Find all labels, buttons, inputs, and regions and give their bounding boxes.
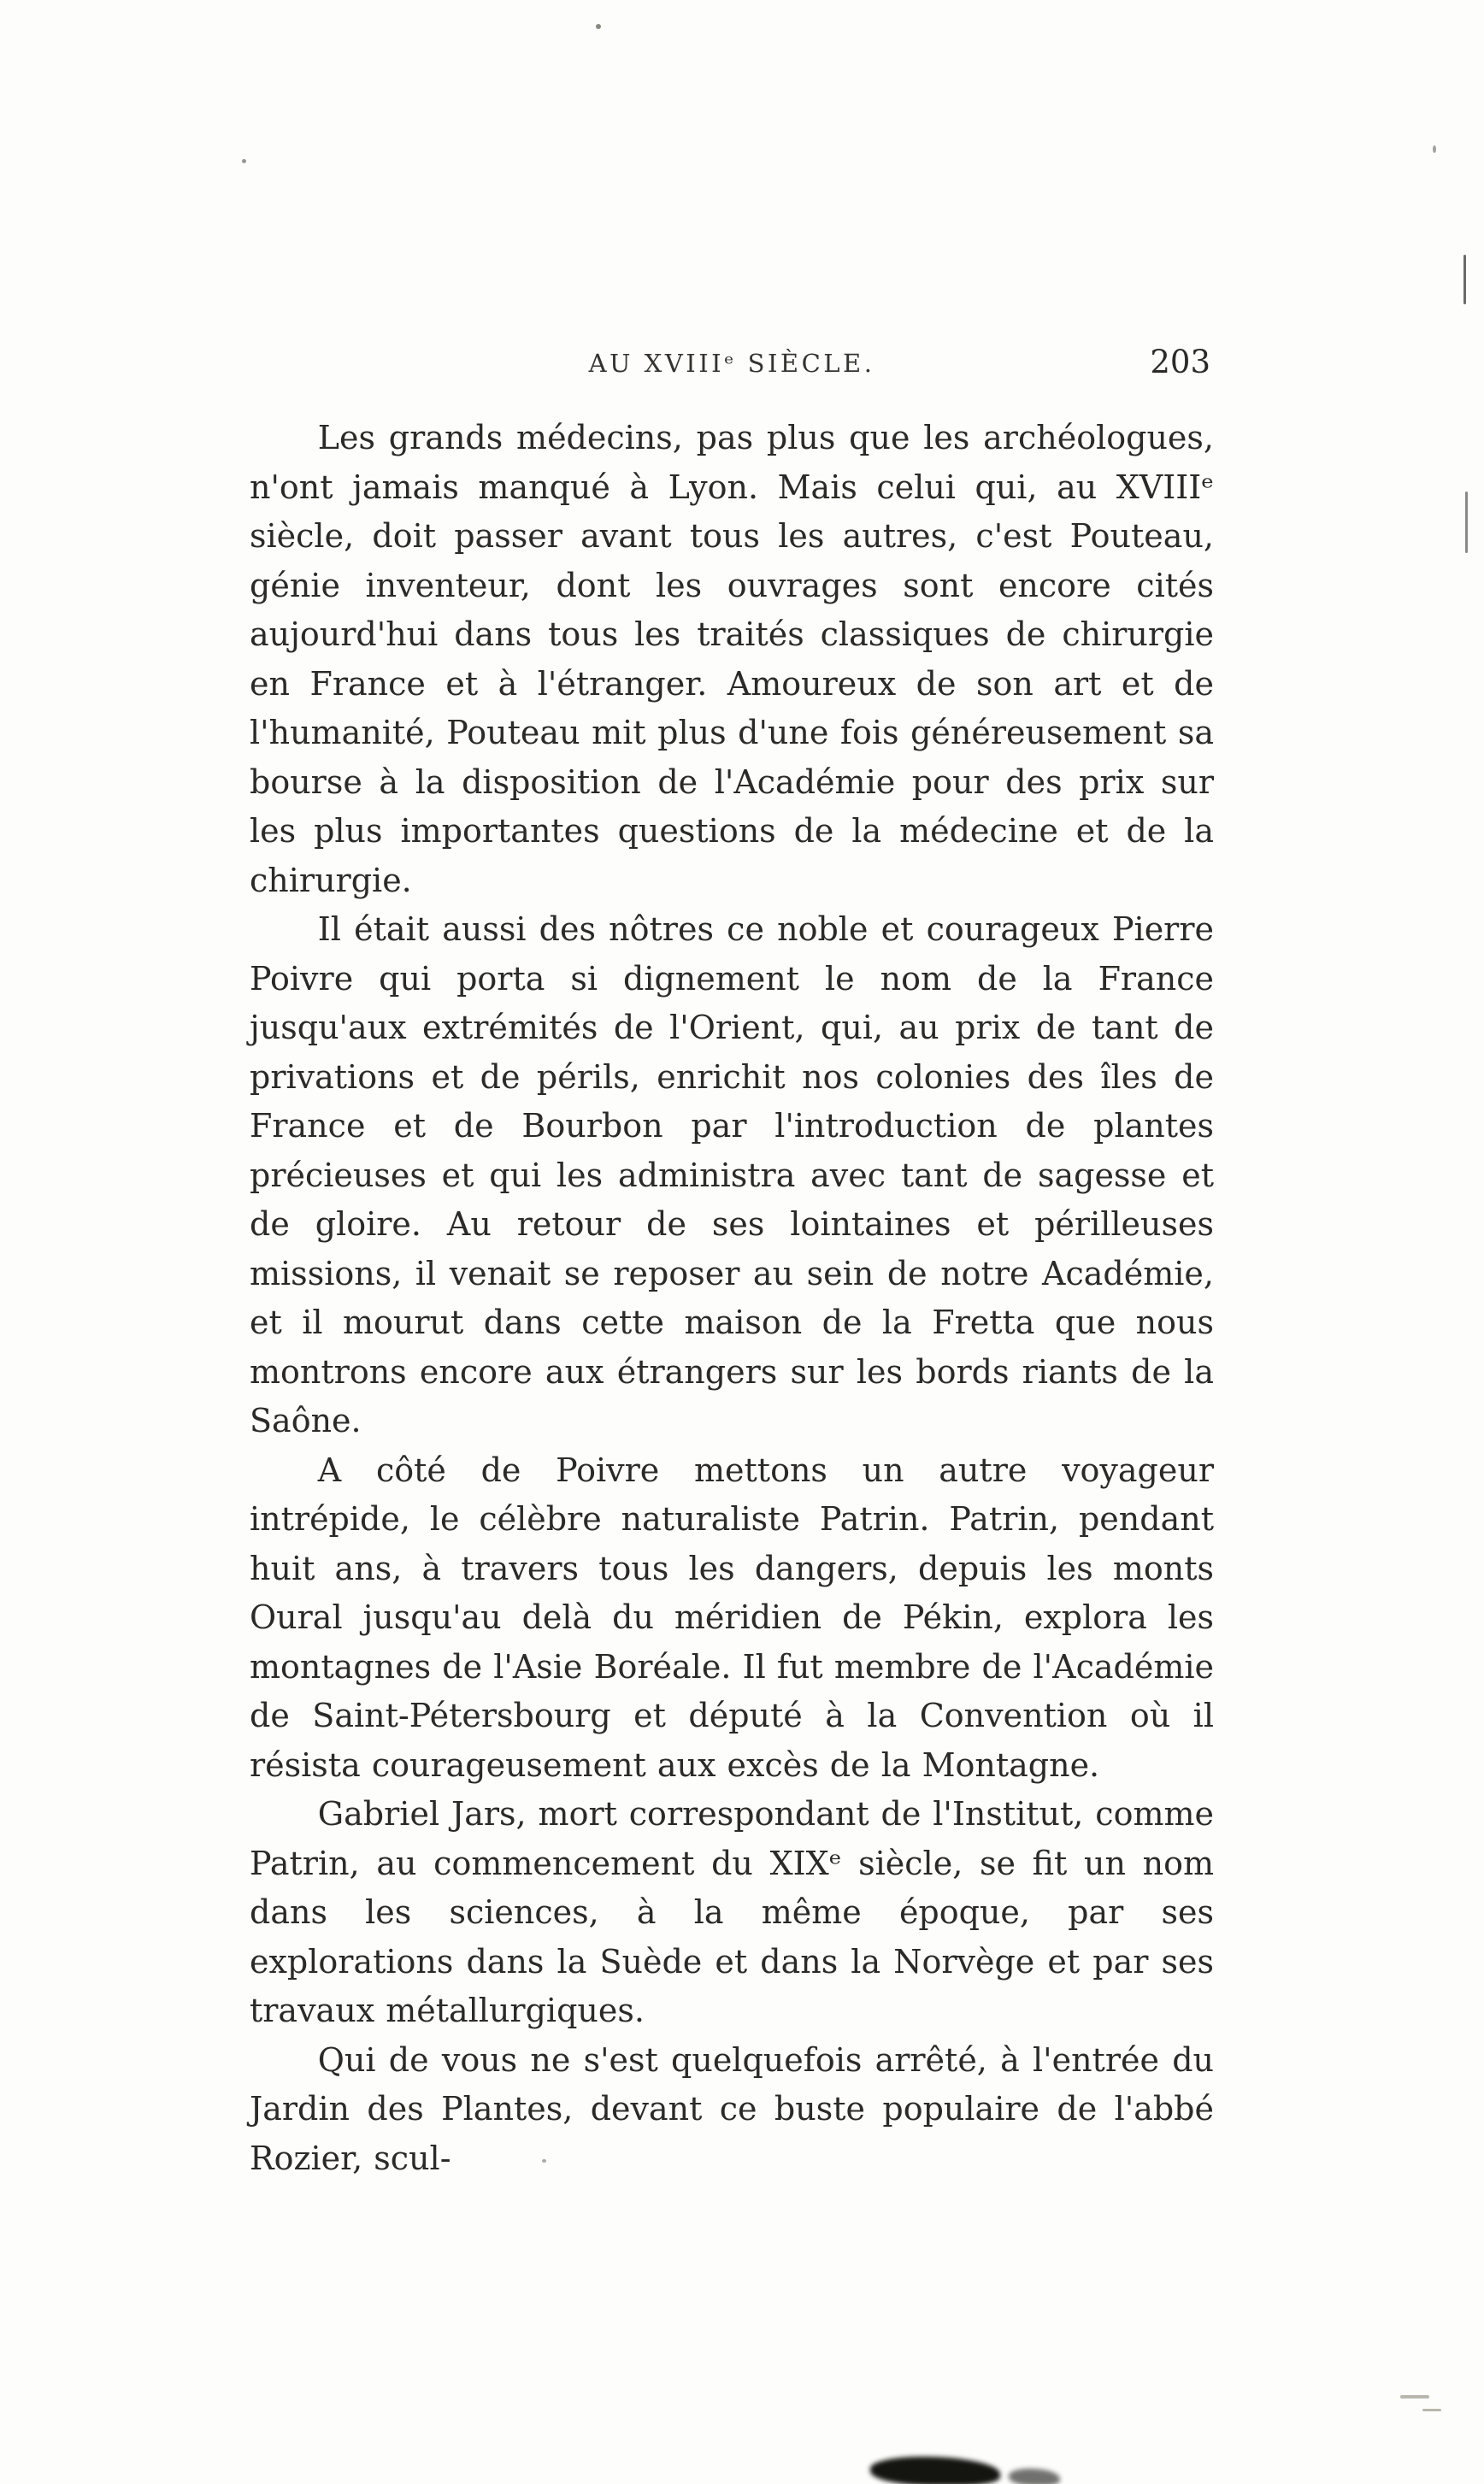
scan-artifact-speck [1433, 145, 1436, 153]
scan-artifact-speck [596, 24, 601, 29]
page-header [250, 344, 1214, 395]
page-number: 203 [1150, 344, 1210, 380]
scan-artifact-smudge [1009, 2469, 1060, 2484]
scan-artifact-edge-line [1463, 255, 1466, 304]
text-block [250, 344, 1214, 2183]
scan-artifact-edge-line [1465, 492, 1468, 553]
running-title: AU XVIIIᵉ SIÈCLE. [588, 349, 875, 378]
paragraph-3: A côté de Poivre mettons un autre voyageur intrépide, le célèbre naturaliste Patrin. Patrin, pendant huit ans, à travers tous les dangers, depuis les monts Oural jusqu'au delà du méridien de Pékin, explora les montagnes de l'Asie Boréale. Il fut membre de l'Académie de Saint-Pétersbourg et député à la Convention où il résista courageusement aux excès de la Montagne. [250, 1451, 1214, 1784]
scan-artifact-dash [1422, 2409, 1441, 2411]
scan-artifact-dash [1400, 2395, 1429, 2399]
scan-artifact-speck [242, 159, 246, 163]
scan-artifact-smudge [870, 2457, 1000, 2484]
paragraph-5: Qui de vous ne s'est quelquefois arrêté, à l'entrée du Jardin des Plantes, devant ce buste populaire de l'abbé Rozier, scul- [250, 2040, 1214, 2177]
paragraph-2: Il était aussi des nôtres ce noble et courageux Pierre Poivre qui porta si dignement le nom de la France jusqu'aux extrémités de l'Orient, qui, au prix de tant de privations et de périls, enrichit nos colonies des îles de France et de Bourbon par l'introduction de plantes précieuses et qui les administra avec tant de sagesse et de gloire. Au retour de ses lointaines et périlleuses missions, il venait se reposer au sein de notre Académie, et il mourut dans cette maison de la Fretta que nous montrons encore aux étrangers sur les bords riants de la Saône. [250, 910, 1214, 1439]
body-text [250, 414, 1214, 2183]
paragraph-4: Gabriel Jars, mort correspondant de l'Institut, comme Patrin, au commencement du XIXᵉ siècle, se fit un nom dans les sciences, à la même époque, par ses explorations dans la Suède et dans la Norvège et par ses travaux métallurgiques. [250, 1795, 1214, 2029]
paragraph-1: Les grands médecins, pas plus que les archéologues, n'ont jamais manqué à Lyon. Mais celui qui, au XVIIIᵉ siècle, doit passer avant tous les autres, c'est Pouteau, génie inventeur, dont les ouvrages sont encore cités aujourd'hui dans tous les traités classiques de chirurgie en France et à l'étranger. Amoureux de son art et de l'humanité, Pouteau mit plus d'une fois généreusement sa bourse à la disposition de l'Académie pour des prix sur les plus importantes questions de la médecine et de la chirurgie. [250, 419, 1214, 899]
